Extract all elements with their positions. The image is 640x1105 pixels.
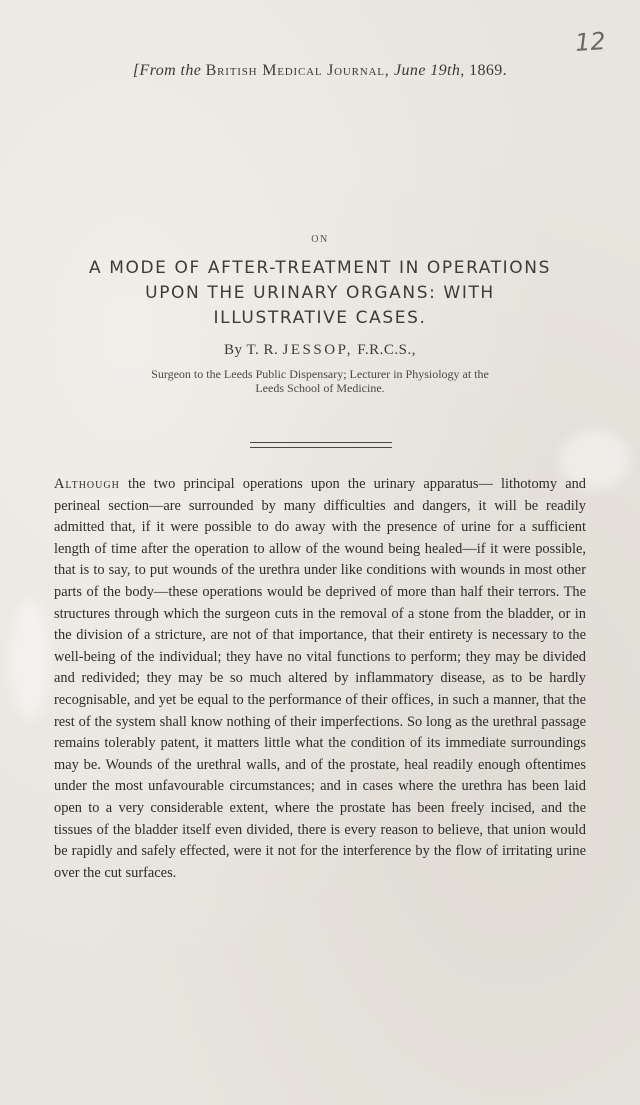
- title-line: ILLUSTRATIVE CASES.: [213, 308, 427, 328]
- author-name: JESSOP,: [282, 342, 353, 358]
- divider-rule: [250, 442, 392, 443]
- byline-prefix: By T. R.: [224, 342, 279, 358]
- on-label: ON: [311, 234, 329, 245]
- paper-stain: [10, 600, 50, 720]
- affiliation-line: Leeds School of Medicine.: [255, 381, 385, 395]
- body-paragraph: the two principal operations upon the urinary apparatus— lithotomy and perineal section—are surrounded by many difficulties and dangers, it will be readily admitted that, if it were possible to do away with the presence of urine for a sufficient length of time after the operation to allow of the wound being healed—if it were possible, that is to say, to put wounds of the urethra under like conditions with wounds in most other parts of the body—these operations would be deprived of more than half their terrors. The structures through which the surgeon cuts in the removal of a stone from the bladder, or in the division of a stricture, are not of that importance, that their entirety is necessary to the well-being of the individual; they have no vital functions to perform; they may be divided and redivided; they may be so much altered by inflammatory disease, as to be hardly recognisable, and yet be equal to the performance of their offices, in such a manner, that the rest of the system shall know nothing of their imperfections. So long as the urethral passage remains tolerably patent, it matters little what the condition of its immediate surroundings may be. Wounds of the urethral walls, and of the prostate, heal readily enough oftentimes under the most unfavourable circumstances; and in cases where the urethra has been laid open to a very considerable extent, where the prostate has been freely incised, and the tissues of the bladder itself even divided, there is every reason to believe, that union would be rapidly and safely effected, were it not for the interference by the flow of irritating urine over the cut surfaces.: [54, 476, 586, 881]
- title-line: A MODE OF AFTER-TREATMENT IN OPERATIONS: [89, 258, 551, 278]
- article-body: [54, 474, 586, 884]
- byline: [0, 342, 640, 359]
- source-date: June 19th,: [394, 62, 465, 79]
- author-credentials: F.R.C.S.,: [357, 342, 416, 358]
- affiliation-line: Surgeon to the Leeds Public Dispensary; Lecturer in Physiology at the: [151, 367, 489, 381]
- title-line: UPON THE URINARY ORGANS: WITH: [145, 283, 495, 303]
- body-first-word: Although: [54, 476, 120, 492]
- article-title: [20, 256, 620, 331]
- source-journal: British Medical Journal,: [205, 62, 390, 79]
- author-affiliation: [100, 367, 540, 395]
- page-number: 12: [574, 26, 607, 58]
- source-year: 1869.: [469, 62, 508, 79]
- source-citation: [0, 62, 640, 80]
- divider-rule: [250, 447, 392, 448]
- source-prefix: [From the: [132, 62, 202, 79]
